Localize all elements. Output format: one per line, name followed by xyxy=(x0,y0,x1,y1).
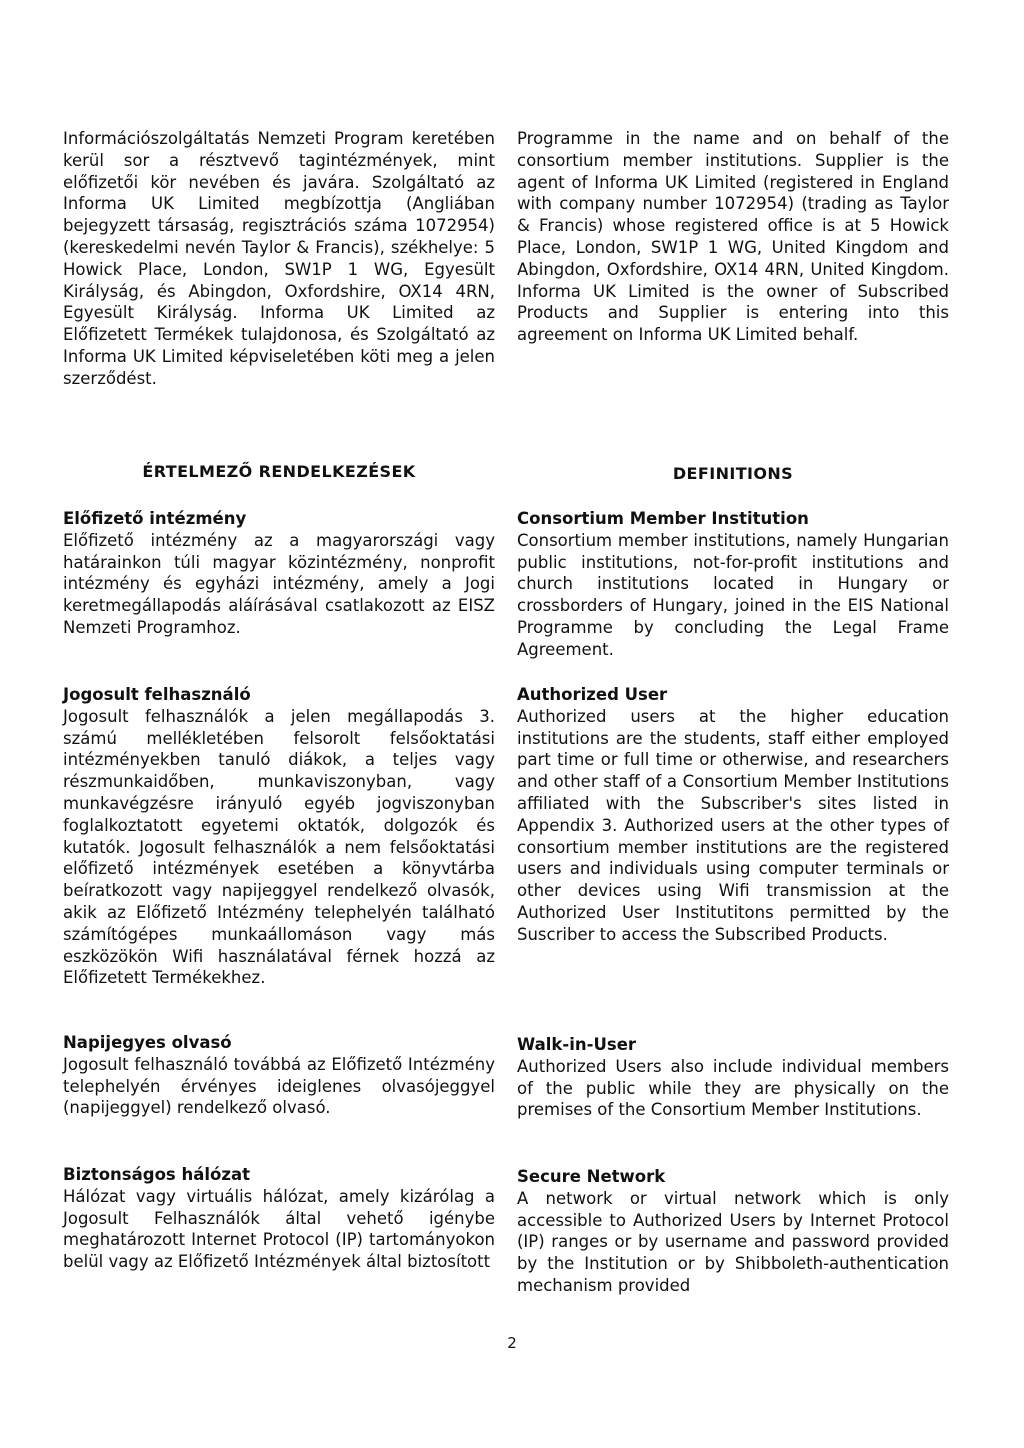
definition-title: Consortium Member Institution xyxy=(517,509,809,528)
definition-title: Walk-in-User xyxy=(517,1035,637,1054)
definition-body: Hálózat vagy virtuális hálózat, amely kizárólag a Jogosult Felhasználók által vehető igénybe meghatározott Internet Protocol (IP) tartományokon belül vagy az Előfizető Intézmények által biztosított xyxy=(63,1186,495,1272)
definition-title: Secure Network xyxy=(517,1167,666,1186)
intro-paragraph-hu: Információszolgáltatás Nemzeti Program keretében kerül sor a résztvevő tagintézmények, mint előfizetői kör nevében és javára. Szolgáltató az Informa UK Limited megbízottja (Angliában bejegyzett társaság, regisztrációs száma 1072954) (kereskedelmi nevén Taylor & Francis), székhelye: 5 Howick Place, London, SW1P 1 WG, Egyesült Királyság, és Abingdon, Oxfordshire, OX14 4RN, Egyesült Királyság. Informa UK Limited az Előfizetett Termékek tulajdonosa, és Szolgáltató az Informa UK Limited képviseletében köti meg a jelen szerződést. xyxy=(63,129,495,388)
definition-hu-authorized-user xyxy=(63,684,495,989)
definition-title: Napijegyes olvasó xyxy=(63,1033,232,1052)
definition-hu-secure-network xyxy=(63,1164,495,1273)
definition-body: Jogosult felhasználó továbbá az Előfizető Intézmény telephelyén érvényes ideiglenes olvasójeggyel (napijeggyel) rendelkező olvasó. xyxy=(63,1054,495,1118)
definition-hu-walk-in-user xyxy=(63,1032,495,1119)
definition-body: A network or virtual network which is only accessible to Authorized Users by Internet Protocol (IP) ranges or by username and password provided by the Institution or by Shibboleth-authentication mechanism provided xyxy=(517,1188,949,1295)
definition-en-walk-in-user xyxy=(517,1034,949,1121)
definition-body: Authorized users at the higher education institutions are the students, staff either employed part time or full time or otherwise, and researchers and other staff of a Consortium Member Institutions affiliated with the Subscriber's sites listed in Appendix 3. Authorized users at the other types of consortium member institutions are the registered users and individuals using computer terminals or other devices using Wifi transmission at the Authorized User Institutitons permitted by the Suscriber to access the Subscribed Products. xyxy=(517,706,949,944)
definition-en-consortium-member-institution xyxy=(517,508,949,661)
definition-title: Előfizető intézmény xyxy=(63,509,247,528)
section-heading-en: DEFINITIONS xyxy=(672,464,794,483)
definition-en-secure-network xyxy=(517,1166,949,1297)
definition-body: Consortium member institutions, namely Hungarian public institutions, not-for-profit institutions and church institutions located in Hungary or crossborders of Hungary, joined in the EIS National Programme by concluding the Legal Frame Agreement. xyxy=(517,530,949,659)
definition-en-authorized-user xyxy=(517,684,949,946)
page-number: 2 xyxy=(507,1334,517,1352)
definition-body: Előfizető intézmény az a magyarországi vagy határainkon túli magyar közintézmény, nonprofit intézmény és egyházi intézmény, amely a Jogi keretmegállapodás aláírásával csatlakozott az EISZ Nemzeti Programhoz. xyxy=(63,530,495,637)
definition-title: Jogosult felhasználó xyxy=(63,685,251,704)
section-heading-hu: ÉRTELMEZŐ RENDELKEZÉSEK xyxy=(142,462,416,481)
intro-paragraph-en: Programme in the name and on behalf of the consortium member institutions. Supplier is the agent of Informa UK Limited (registered in England with company number 1072954) (trading as Taylor & Francis) whose registered office is at 5 Howick Place, London, SW1P 1 WG, United Kingdom and Abingdon, Oxfordshire, OX14 4RN, United Kingdom. Informa UK Limited is the owner of Subscribed Products and Supplier is entering into this agreement on Informa UK Limited behalf. xyxy=(517,129,949,345)
definition-hu-subscriber-institution xyxy=(63,508,495,639)
definition-title: Biztonságos hálózat xyxy=(63,1165,250,1184)
definition-body: Jogosult felhasználók a jelen megállapodás 3. számú mellékletében felsorolt felsőoktatási intézményekben tanuló diákok, a teljes vagy részmunkaidőben, munkaviszonyban, vagy munkavégzésre irányuló egyéb jogviszonyban foglalkoztatott egyetemi oktatók, dolgozók és kutatók. Jogosult felhasználók a nem felsőoktatási előfizető intézmények esetében a könyvtárba beíratkozott vagy napijeggyel rendelkező olvasók, akik az Előfizető Intézmény telephelyén található számítógépes munkaállomáson vagy más eszközökön Wifi használatával férnek hozzá az Előfizetett Termékekhez. xyxy=(63,706,495,988)
definition-title: Authorized User xyxy=(517,685,668,704)
definition-body: Authorized Users also include individual members of the public while they are physically on the premises of the Consortium Member Institutions. xyxy=(517,1056,949,1120)
